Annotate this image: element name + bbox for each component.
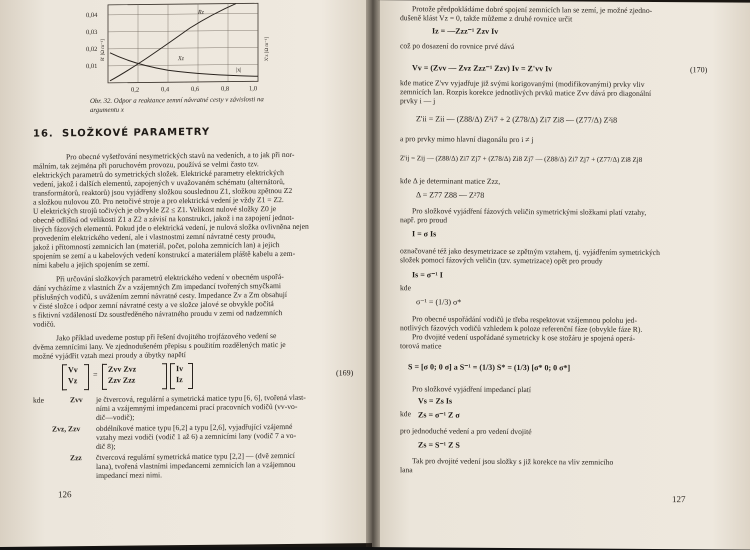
- grid-line: [108, 47, 258, 49]
- body-line: livých fázových elementů. Pokud jde o elektrická vedení, je nulová složka ovlivněna nejen: [33, 221, 309, 234]
- eq169-lhs-z: Vz: [68, 376, 78, 386]
- body-line: zemnicích lan. Rozpis korekce jednotlivých prvků matice Zvv dává pro diagonální: [400, 87, 652, 98]
- body-line: Pro složkové vyjádření fázových veličin symetrickými složkami platí vztahy,: [412, 206, 647, 217]
- y-tick: 0,04: [86, 11, 98, 20]
- eq169-matrix-row: Zzv Zzz: [108, 375, 136, 385]
- equation: Iz = —Zzz⁻¹ Zzv Iv: [432, 26, 499, 36]
- body-line: možné vyjádřit vztah mezi proudy a úbytky napětí: [33, 350, 186, 361]
- definition-line: dič 8);: [96, 441, 116, 451]
- body-line: složek pomocí fázových veličin (tzv. symetrizace) opět pro proudy: [400, 255, 603, 266]
- equation: Δ = Z77 Z88 — Z²78: [416, 190, 485, 200]
- curve-label-xz: Xz: [178, 56, 184, 63]
- body-line: vodičů.: [33, 319, 56, 329]
- section-number: 16.: [33, 128, 54, 140]
- equation-170: Vv = (Zvv — Zvz Zzz⁻¹ Zzv) Iv = Z'vv Iv: [412, 63, 553, 74]
- curve-rz: [110, 4, 236, 81]
- definition-line: dič—vodič);: [96, 412, 135, 422]
- x-tick: 0,2: [131, 86, 140, 94]
- body-line: Jako příklad uvedeme postup při řešení dvojitého trojfázového vedení se: [56, 331, 277, 343]
- x-tick: 0,8: [221, 85, 230, 93]
- body-line: Pro složkové vyjádření impedancí platí: [412, 384, 531, 395]
- y-axis-label-right: X'z [Ω m⁻¹]: [265, 36, 270, 62]
- equation: Vs = Zs Is: [418, 396, 453, 406]
- y-tick: 0,01: [86, 62, 98, 71]
- equation: Is = σ⁻¹ I: [412, 270, 443, 280]
- body-line: kde Δ je determinant matice Zzz,: [400, 176, 501, 186]
- bracket-left: [170, 363, 175, 389]
- body-line: Pro obecné vyšetřování nesymetrických stavů na vedeních, a to jak při nor-: [66, 149, 295, 162]
- body-line: kde: [400, 409, 411, 419]
- definition-symbol: Zvz, Zzv: [52, 424, 81, 434]
- body-line: ními kabelu a jejich spojením se zemí.: [33, 259, 150, 270]
- equation-169: [62, 361, 362, 392]
- equation: Z'ii = Zii — (Z88/Δ) Z²i7 + 2 (Z78/Δ) Zi7 Zi8 — (Z77/Δ) Z²i8: [416, 114, 618, 125]
- eq169-rhs-v: Iv: [176, 364, 184, 374]
- definition-line: čtvercová regulární symetrická matice typu [2,2] — (dvě zemnicí: [96, 450, 295, 462]
- body-line: s fiktivní vzdáleností Dz soustředěného návratného proudu v zemi od nadzemních: [33, 308, 283, 320]
- bracket-right: [162, 363, 167, 389]
- definition-line: lana), tvořená vlastními impedancemi zemnicích lan a vzájemnou: [96, 459, 296, 471]
- definition-line: impedancí mezi nimi.: [96, 470, 163, 480]
- bracket-right: [188, 363, 193, 389]
- body-line: příslušných vodičů, s uvážením zemní návratné cesty. Impedance Zv a Zm obsahují: [33, 289, 288, 302]
- x-axis-label: |x|: [236, 67, 242, 74]
- body-line: kde matice Z'vv vyjadřuje již svými korigovanými (modifikovanými) prvky vliv: [400, 78, 645, 89]
- definition-symbol: Zvv: [70, 395, 83, 405]
- equation: Zs = σ⁻¹ Z σ: [418, 410, 460, 420]
- y-tick: 0,02: [86, 45, 98, 54]
- bracket-left: [102, 364, 107, 390]
- body-line: kde: [400, 283, 411, 293]
- grid-line: [108, 64, 258, 66]
- body-line: a pro prvky mimo hlavní diagonálu pro i ≠ j: [400, 134, 534, 145]
- section-title: SLOŽKOVÉ PARAMETRY: [62, 126, 211, 140]
- body-line: Pro obecné uspořádání vodičů je třeba respektovat vzájemnou polohu jed-: [412, 314, 637, 325]
- body-line: málním, tak zejména při poruchovém provozu, používá se velmi často tzv.: [33, 159, 259, 171]
- equation-number: (169): [336, 368, 354, 378]
- body-line: jakož i přítomností zemnicích lan (materiál, počet, poloha zemnicích lan) a jejich: [33, 240, 280, 252]
- body-line: prvky i — j: [400, 96, 436, 106]
- body-line: transformátorů, reaktorů) jsou vyjádřeny složkou souslednou Z1, složkou zpětnou Z2: [33, 185, 293, 198]
- equals-sign: =: [93, 369, 98, 380]
- equation: S = [σ 0; 0 σ] a S⁻¹ = (1/3) S* = (1/3) [σ* 0; 0 σ*]: [408, 362, 571, 373]
- definition-line: ními a vzájemnými impedancemi prací pracovních vodičů (vv-vo-: [96, 401, 298, 413]
- eq169-matrix-row: Zvv Zvz: [108, 364, 137, 374]
- bracket-left: [62, 364, 67, 390]
- equation: I = σ Is: [412, 229, 437, 239]
- body-line: elektrických parametrů do symetrických složek. Elektrické parametry elektrických: [33, 168, 284, 180]
- body-line: Pro dvojité vedení uspořádané symetricky k ose stožáru je spojená operá-: [412, 332, 636, 343]
- grid-line: [108, 30, 258, 32]
- body-line: dvěma zemnícími lany. Ve zjednodušeném přepisu s použitím rozdělených matic je: [33, 340, 286, 352]
- definition-line: je čtvercová, regulární a symetrická matice typu [6, 6], tvořená vlast-: [96, 392, 306, 404]
- grid-line: [108, 13, 258, 15]
- y-tick: 0,03: [86, 28, 98, 37]
- body-line: Protože předpokládáme dobré spojení zemnicích lan se zemí, je možné zjedno-: [412, 4, 653, 15]
- curve-label-rz: Rz: [198, 9, 204, 16]
- definition-line: vztahy mezi vodiči (vodič 1 až 6) a zemnicími lany (vodič 7 a vo-: [96, 430, 297, 442]
- x-tick: 0,6: [191, 85, 200, 93]
- definition-symbol: Zzz: [70, 453, 82, 463]
- body-line: lana: [400, 465, 413, 475]
- equation-number: (170): [690, 65, 708, 75]
- body-line: provedením elektrického vedení, ale i vlastnostmi zemní návratné cesty proudu,: [33, 231, 276, 243]
- body-line: označované též jako desymetrizace se zpětným vztahem, tj. vyjádřením symetrických: [400, 246, 660, 258]
- figure-caption-line: argumentu x: [90, 106, 124, 115]
- x-tick: 1,0: [249, 85, 258, 93]
- body-line: a složkou nulovou Z0. Pro netočivé stroje a pro elektrická vedení je vždy Z1 = Z2.: [33, 195, 284, 207]
- body-line: obecně odlišná od velikosti Z1 a Z2 a závisí na konstrukci, jakož i na zapojení jednot-: [33, 212, 295, 225]
- x-tick: 0,4: [161, 86, 170, 94]
- body-line: např. pro proud: [400, 215, 448, 225]
- body-line: dušeně klást Vz = 0, takže můžeme z druhé rovnice určit: [400, 13, 573, 24]
- body-line: notlivých fázových vodičů vzhledem k poloze referenční fáze (obvykle fáze R).: [400, 323, 643, 334]
- body-line: U elektrických strojů točivých je obvykle Z2 ≤ Z1. Velikost nulové složky Z0 je: [33, 204, 277, 216]
- body-line: což po dosazení do rovnice prvé dává: [400, 41, 515, 51]
- body-line: v čisté složce i odpor zemní návratné cesty a ve složce jalové se obvykle počítá: [33, 299, 274, 311]
- eq169-rhs-z: Iz: [176, 375, 183, 385]
- body-line: Tak pro dvojité vedení jsou složky s již korekce na vliv zemnicího: [412, 456, 614, 467]
- equation: σ⁻¹ = (1/3) σ*: [416, 297, 462, 307]
- eq169-lhs-v: Vv: [68, 365, 78, 375]
- right-page: [372, 0, 750, 550]
- definition-term: kde: [33, 395, 44, 405]
- book-gutter: [366, 0, 380, 547]
- body-line: pro jednoduché vedení a pro vedení dvojité: [400, 426, 532, 437]
- y-axis-label-left: R' [Ω m⁻¹]: [101, 39, 106, 61]
- page-number-right: 127: [672, 494, 686, 505]
- equation: Zs = S⁻¹ Z S: [418, 440, 460, 450]
- body-line: spojením se zemí a u kabelových vedení konstrukcí a materiálem pláště kabelu a zem-: [33, 248, 296, 261]
- equation: Z'ij = Zij — (Z88/Δ) Zi7 Zj7 + (Z78/Δ) Zi8 Zj7 — (Z88/Δ) Zi7 Zj7 + (Z77/Δ) Zi8 Zj8: [400, 154, 643, 164]
- body-line: torová matice: [400, 341, 442, 351]
- body-line: dání vycházíme z vlastních Zv a vzájemných Zm impedancí tvořených smyčkami: [33, 281, 281, 293]
- page-number-left: 126: [58, 489, 72, 500]
- definition-line: obdélníkové matice typu [6,2] a typu [2,6], vyjadřující vzájemné: [96, 421, 293, 433]
- bracket-right: [84, 364, 89, 390]
- figure-32-plot: [86, 0, 286, 97]
- body-line: vedení, jakož i dalších elementů, zapojených v uvažovaném schématu (alternátorů,: [33, 177, 285, 189]
- body-line: Při určování složkových parametrů elektrického vedení v obecném uspořá-: [56, 272, 284, 284]
- figure-caption-line: Obr. 32. Odpor a reaktance zemní návratné cesty v závislosti na: [90, 96, 264, 106]
